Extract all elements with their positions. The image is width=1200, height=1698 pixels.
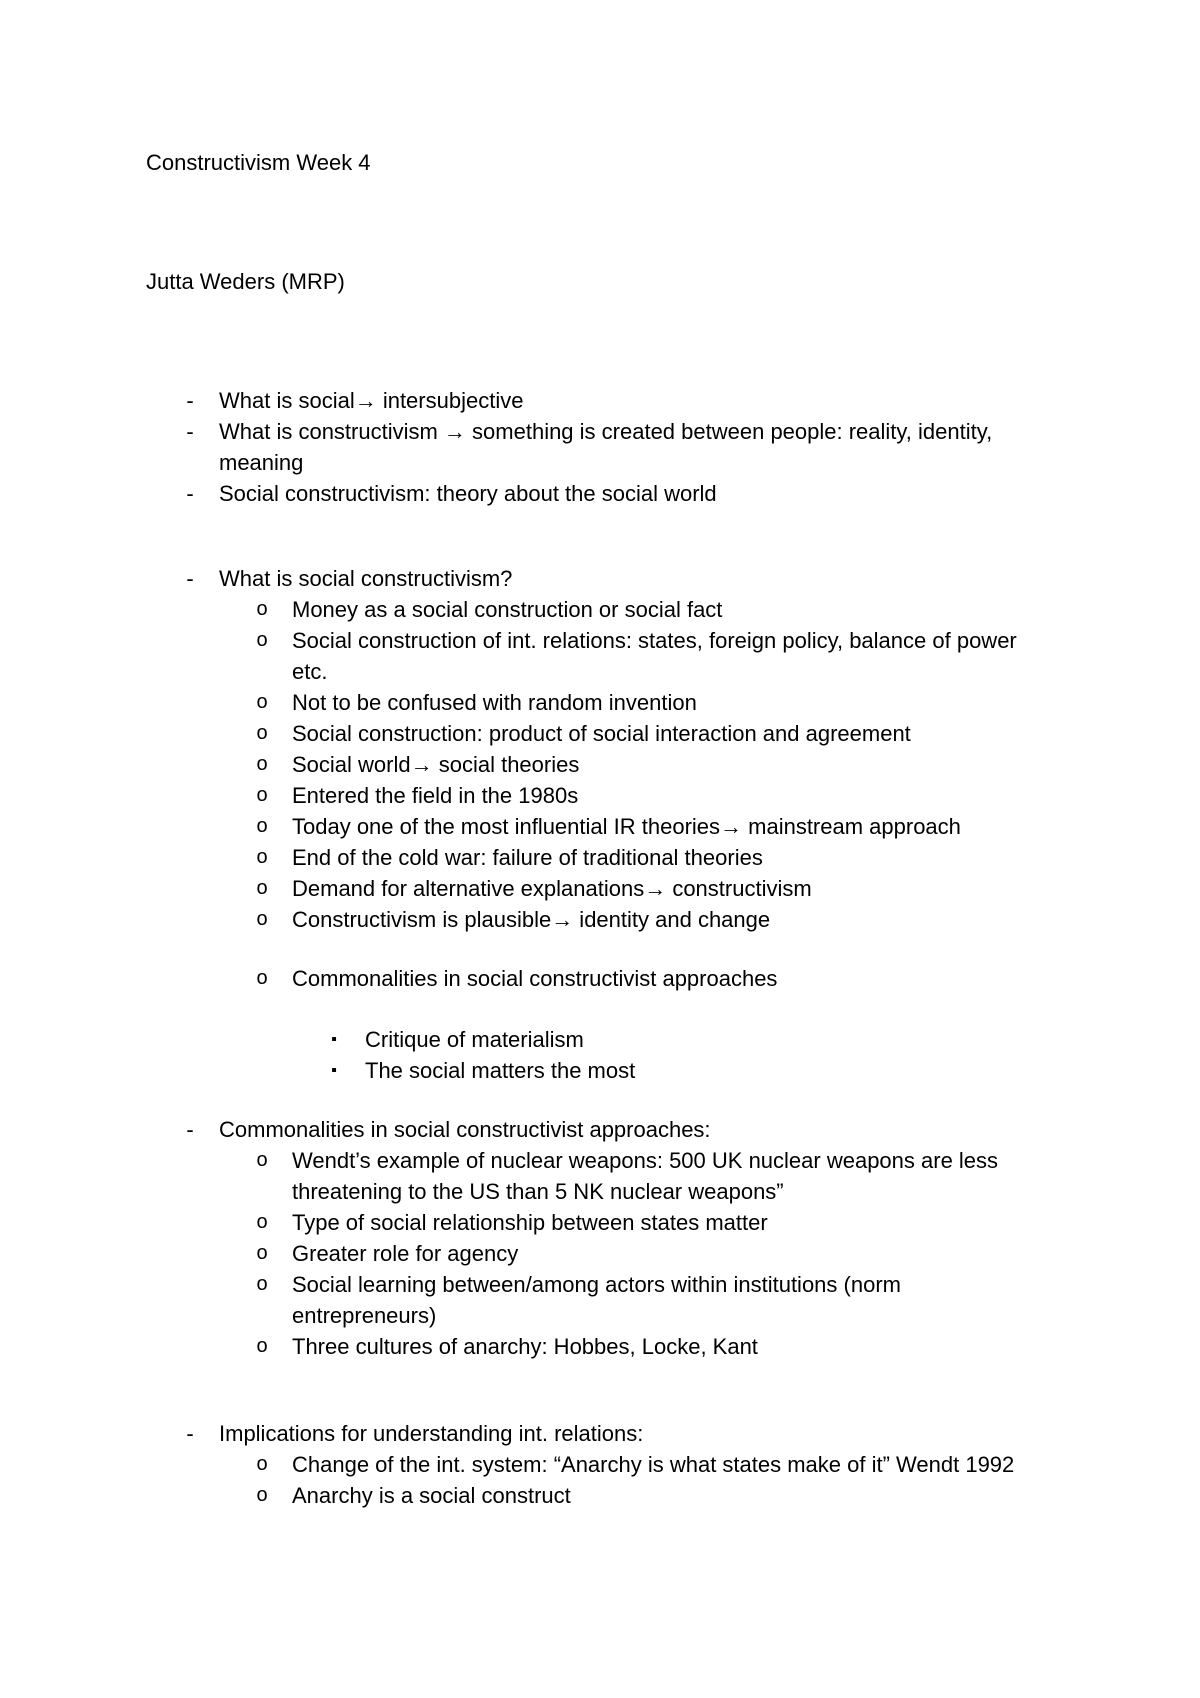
- list-item-text: Constructivism is plausible→ identity and change: [292, 907, 771, 932]
- dash-bullet: -: [186, 481, 194, 506]
- list-item: [0, 1207, 1200, 1238]
- list-item: [0, 385, 1200, 416]
- list-item-text: What is social constructivism?: [219, 566, 513, 591]
- list-item-text: Not to be confused with random invention: [292, 690, 697, 715]
- section-commonalities: [0, 1114, 1200, 1362]
- list-item: [0, 904, 1200, 935]
- list-item: [0, 1145, 1200, 1207]
- list-item: [0, 811, 1200, 842]
- list-item: [0, 873, 1200, 904]
- list-item-text: Social construction: product of social interaction and agreement: [292, 721, 911, 746]
- circle-bullet: o: [256, 908, 268, 930]
- circle-bullet: o: [256, 722, 268, 744]
- list-item: [0, 1449, 1200, 1480]
- list-item-text: Entered the field in the 1980s: [292, 783, 579, 808]
- section-implications: [0, 1418, 1200, 1511]
- list-item-text: Greater role for agency: [292, 1241, 519, 1266]
- list-item-text: What is social→ intersubjective: [219, 388, 524, 413]
- circle-bullet: o: [256, 784, 268, 806]
- list-item: [0, 963, 1200, 994]
- section-heading: [0, 1114, 1200, 1145]
- commonalities-subitems: [0, 1024, 1200, 1086]
- circle-bullet: o: [256, 815, 268, 837]
- list-item-text: Social constructivism: theory about the social world: [219, 481, 717, 506]
- list-item: [0, 625, 1200, 687]
- circle-bullet: o: [256, 877, 268, 899]
- circle-bullet: o: [256, 1335, 268, 1357]
- author-line: Jutta Weders (MRP): [146, 269, 345, 294]
- document-title: Constructivism Week 4: [146, 150, 371, 175]
- list-item-text: Three cultures of anarchy: Hobbes, Locke, Kant: [292, 1334, 758, 1359]
- circle-bullet: o: [256, 967, 268, 989]
- circle-bullet: o: [256, 629, 268, 651]
- list-item-text: Wendt’s example of nuclear weapons: 500 UK nuclear weapons are less threatening to the US than 5 NK nuclear weapons”: [292, 1148, 999, 1204]
- dash-bullet: -: [186, 1117, 194, 1142]
- circle-bullet: o: [256, 753, 268, 775]
- list-item-text: Social learning between/among actors within institutions (norm entrepreneurs): [292, 1272, 901, 1328]
- commonalities-sublist: [0, 963, 1200, 994]
- circle-bullet: o: [256, 846, 268, 868]
- section-heading: [0, 1418, 1200, 1449]
- list-item-text: End of the cold war: failure of traditional theories: [292, 845, 763, 870]
- dash-bullet: -: [186, 566, 194, 591]
- list-item-text: Money as a social construction or social fact: [292, 597, 723, 622]
- list-item: [0, 1269, 1200, 1331]
- list-item-text: Commonalities in social constructivist approaches: [292, 966, 778, 991]
- square-bullet: ▪: [331, 1062, 337, 1079]
- circle-bullet: o: [256, 1149, 268, 1171]
- circle-bullet: o: [256, 1273, 268, 1295]
- list-item: [0, 1480, 1200, 1511]
- list-item: [0, 1024, 1200, 1055]
- section-intro-list: [0, 385, 1200, 509]
- list-item-text: Type of social relationship between states matter: [292, 1210, 768, 1235]
- circle-bullet: o: [256, 1453, 268, 1475]
- list-item: [0, 594, 1200, 625]
- list-item: [0, 1238, 1200, 1269]
- list-item-text: Demand for alternative explanations→ constructivism: [292, 876, 812, 901]
- list-item: [0, 416, 1200, 478]
- circle-bullet: o: [256, 1242, 268, 1264]
- list-item: [0, 842, 1200, 873]
- list-item: [0, 780, 1200, 811]
- dash-bullet: -: [186, 388, 194, 413]
- list-item-text: The social matters the most: [365, 1058, 636, 1083]
- list-item-text: What is constructivism → something is created between people: reality, identity, meaning: [219, 419, 993, 475]
- list-item: [0, 718, 1200, 749]
- dash-bullet: -: [186, 1421, 194, 1446]
- list-item: [0, 687, 1200, 718]
- circle-bullet: o: [256, 1484, 268, 1506]
- list-item-text: Social world→ social theories: [292, 752, 580, 777]
- list-item-text: Critique of materialism: [365, 1027, 584, 1052]
- circle-bullet: o: [256, 598, 268, 620]
- list-item: [0, 749, 1200, 780]
- list-item: [0, 478, 1200, 509]
- circle-bullet: o: [256, 691, 268, 713]
- section-what-is-social-constructivism: [0, 563, 1200, 935]
- list-item-text: Implications for understanding int. relations:: [219, 1421, 644, 1446]
- list-item-text: Commonalities in social constructivist approaches:: [219, 1117, 711, 1142]
- list-item-text: Change of the int. system: “Anarchy is what states make of it” Wendt 1992: [292, 1452, 1015, 1477]
- section-heading: [0, 563, 1200, 594]
- list-item-text: Social construction of int. relations: states, foreign policy, balance of power etc.: [292, 628, 1017, 684]
- square-bullet: ▪: [331, 1031, 337, 1048]
- list-item-text: Anarchy is a social construct: [292, 1483, 571, 1508]
- dash-bullet: -: [186, 419, 194, 444]
- circle-bullet: o: [256, 1211, 268, 1233]
- list-item: [0, 1331, 1200, 1362]
- list-item: [0, 1055, 1200, 1086]
- list-item-text: Today one of the most influential IR theories→ mainstream approach: [292, 814, 961, 839]
